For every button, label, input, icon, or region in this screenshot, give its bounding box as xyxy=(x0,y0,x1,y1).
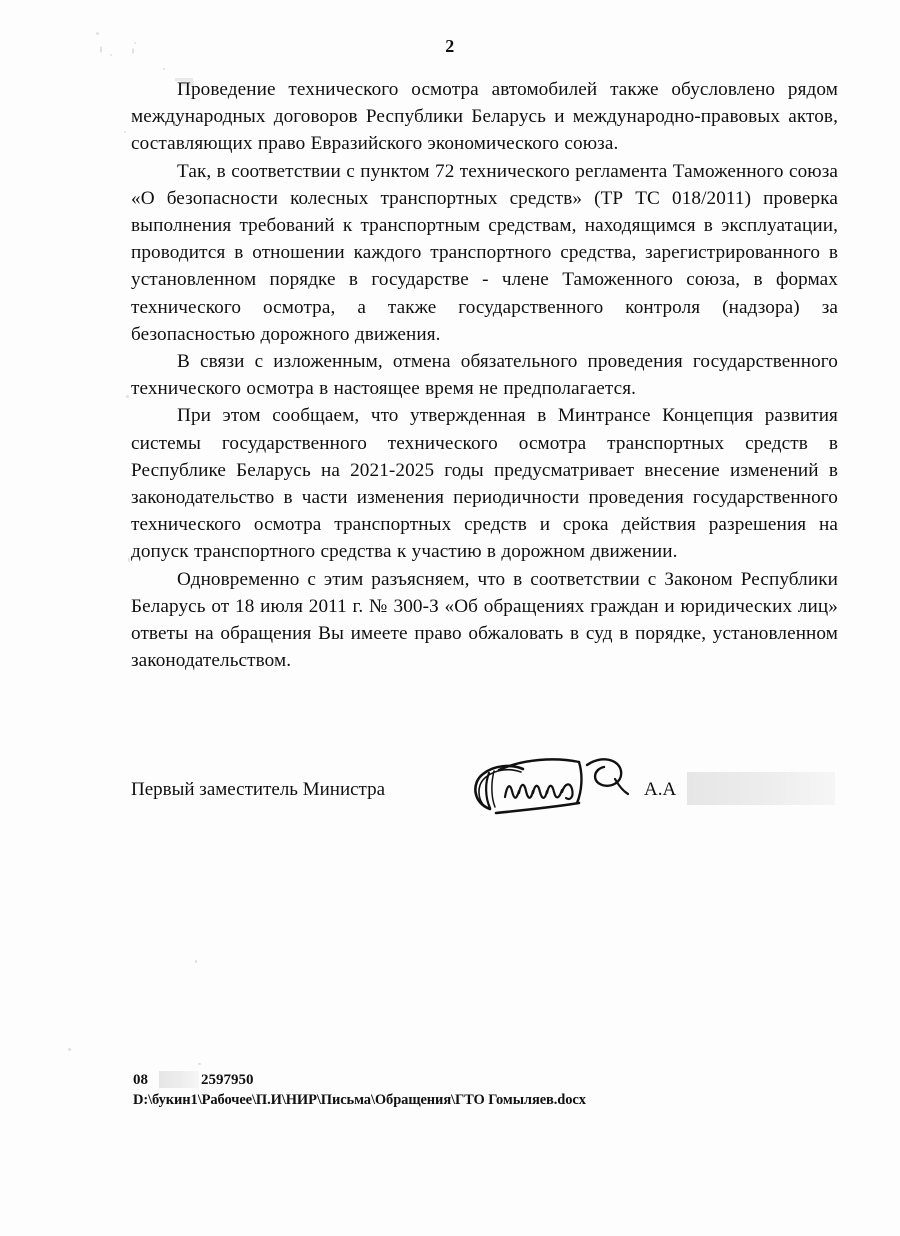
redacted-surname xyxy=(687,772,835,805)
document-footer xyxy=(133,1072,586,1109)
redacted-code-segment xyxy=(159,1071,199,1088)
paragraph: Так, в соответствии с пунктом 72 технического регламента Таможенного союза «О безопасности колесных транспортных средств» (ТР ТС 018/2011) проверка выполнения требований к транспортным средствам, находящимся в эксплуатации, проводится в отношении каждого транспортного средства, зарегистрированного в установленном порядке в государстве - члене Таможенного союза, в формах технического осмотра, а также государственного контроля (надзора) за безопасностью дорожного движения. xyxy=(131,160,838,345)
scan-speck xyxy=(68,1048,71,1051)
paragraph: При этом сообщаем, что утвержденная в Минтрансе Концепция развития системы государственного технического осмотра транспортных средств в Республике Беларусь на 2021-2025 годы предусматривает внесение изменений в законодательство в части изменения периодичности проведения государственного технического осмотра транспортных средств и срока действия разрешения на допуск транспортного средства к участию в дорожном движении. xyxy=(131,405,838,563)
footer-code: 08 xyxy=(133,1072,148,1088)
document-body xyxy=(131,76,838,674)
signature-block xyxy=(131,775,851,815)
handwritten-signature-icon xyxy=(463,753,633,827)
paragraph: В связи с изложенным, отмена обязательного проведения государственного технического осмотра в настоящее время не предполагается. xyxy=(131,351,838,400)
footer-file-path: D:\букин1\Рабочее\П.И\НИР\Письма\Обращения\ГТО Гомыляев.docx xyxy=(133,1092,586,1108)
paragraph: Одновременно с этим разъясняем, что в соответствии с Законом Республики Беларусь от 18 июля 2011 г. № 300-З «Об обращениях граждан и юридических лиц» ответы на обращения Вы имеете право обжаловать в суд в порядке, установленном законодательством. xyxy=(131,568,838,672)
scan-speck xyxy=(124,131,126,133)
paragraph: Проведение технического осмотра автомобилей также обусловлено рядом международных договоров Республики Беларусь и международно-правовых актов, составляющих право Евразийского экономического союза. xyxy=(131,79,838,155)
signatory-title: Первый заместитель Министра xyxy=(131,779,386,800)
scan-speck xyxy=(126,395,129,398)
signatory-initials: А.А xyxy=(644,779,677,800)
scan-speck xyxy=(198,1063,201,1065)
scan-speck xyxy=(128,558,130,562)
scan-speck xyxy=(163,68,165,70)
footer-phone: 2597950 xyxy=(201,1072,254,1088)
page-number: 2 xyxy=(445,36,455,56)
footer-reference-line xyxy=(133,1072,586,1091)
scan-speck xyxy=(195,960,197,963)
scan-speck xyxy=(96,32,99,35)
